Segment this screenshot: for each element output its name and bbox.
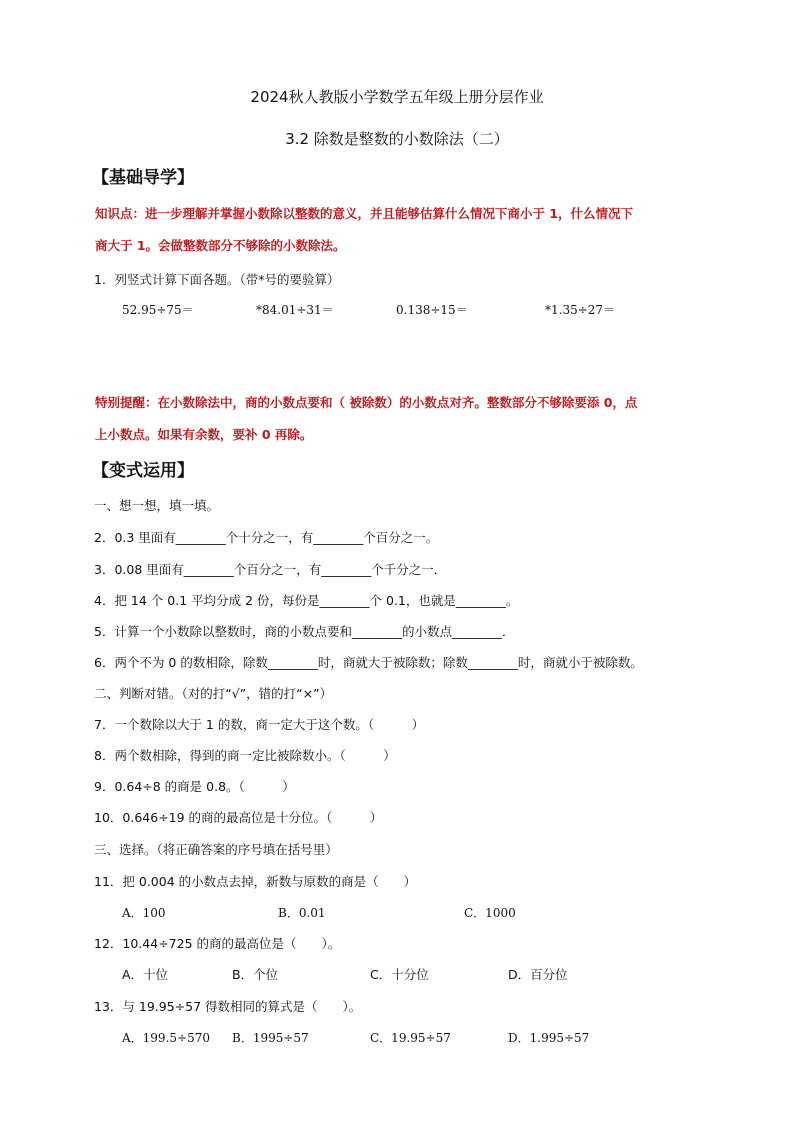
question-1: 1．列竖式计算下面各题。（带*号的要验算） [94, 272, 340, 287]
q13-option-a: A．199.5÷570 [122, 1031, 210, 1045]
part-heading-fill: 一、想一想，填一填。 [94, 498, 220, 513]
section-heading-basics: 【基础导学】 [92, 168, 194, 188]
q11-option-b: B．0.01 [278, 906, 326, 920]
q12-option-d: D．百分位 [508, 967, 568, 982]
question-8: 8．两个数相除，得到的商一定比被除数小。（ ） [94, 748, 396, 763]
reminder-line2: 上小数点。如果有余数，要补 0 再除。 [95, 427, 313, 442]
knowledge-point-line2: 商大于 1。会做整数部分不够除的小数除法。 [95, 238, 346, 253]
question-7: 7．一个数除以大于 1 的数，商一定大于这个数。（ ） [94, 717, 425, 732]
question-6: 6．两个不为 0 的数相除，除数________时，商就大于被除数；除数________时，商就小于被除数。 [94, 655, 643, 670]
part-heading-judge: 二、判断对错。（对的打“√”，错的打“×”） [94, 686, 333, 701]
question-3: 3．0.08 里面有________个百分之一，有________个千分之一． [94, 562, 447, 577]
question-11: 11．把 0.004 的小数点去掉，新数与原数的商是（ ） [94, 874, 417, 889]
question-10: 10．0.646÷19 的商的最高位是十分位。（ ） [94, 810, 383, 825]
calc-item: *84.01÷31＝ [256, 303, 334, 317]
question-9: 9．0.64÷8 的商是 0.8。（ ） [94, 779, 295, 794]
document-title: 2024秋人教版小学数学五年级上册分层作业 [250, 88, 544, 106]
question-12: 12．10.44÷725 的商的最高位是（ ）。 [94, 936, 341, 951]
q13-option-b: B．1995÷57 [232, 1031, 309, 1045]
calc-item: 0.138÷15＝ [396, 303, 468, 317]
calc-item: 52.95÷75＝ [122, 303, 194, 317]
q11-option-c: C．1000 [464, 906, 516, 920]
knowledge-point-line1: 知识点：进一步理解并掌握小数除以整数的意义，并且能够估算什么情况下商小于 1，什么情况下 [95, 206, 634, 221]
q12-option-a: A．十位 [122, 967, 169, 982]
question-13: 13．与 19.95÷57 得数相同的算式是（ ）。 [94, 999, 362, 1014]
reminder-line1: 特别提醒：在小数除法中，商的小数点要和（ 被除数）的小数点对齐。整数部分不够除要添 0，点 [95, 395, 638, 410]
question-4: 4．把 14 个 0.1 平均分成 2 份，每份是________个 0.1，也就是________。 [94, 593, 519, 608]
calc-item: *1.35÷27＝ [545, 303, 616, 317]
q13-option-d: D．1.995÷57 [508, 1031, 590, 1045]
q12-option-b: B．个位 [232, 967, 279, 982]
q11-option-a: A．100 [122, 906, 166, 920]
q13-option-c: C．19.95÷57 [370, 1031, 451, 1045]
section-heading-variations: 【变式运用】 [92, 461, 194, 481]
question-2: 2．0.3 里面有________个十分之一，有________个百分之一。 [94, 530, 439, 545]
document-subtitle: 3.2 除数是整数的小数除法（二） [285, 130, 509, 148]
q12-option-c: C．十分位 [370, 967, 429, 982]
question-5: 5．计算一个小数除以整数时，商的小数点要和________的小数点________． [94, 624, 515, 639]
part-heading-choice: 三、选择。（将正确答案的序号填在括号里） [94, 842, 338, 857]
